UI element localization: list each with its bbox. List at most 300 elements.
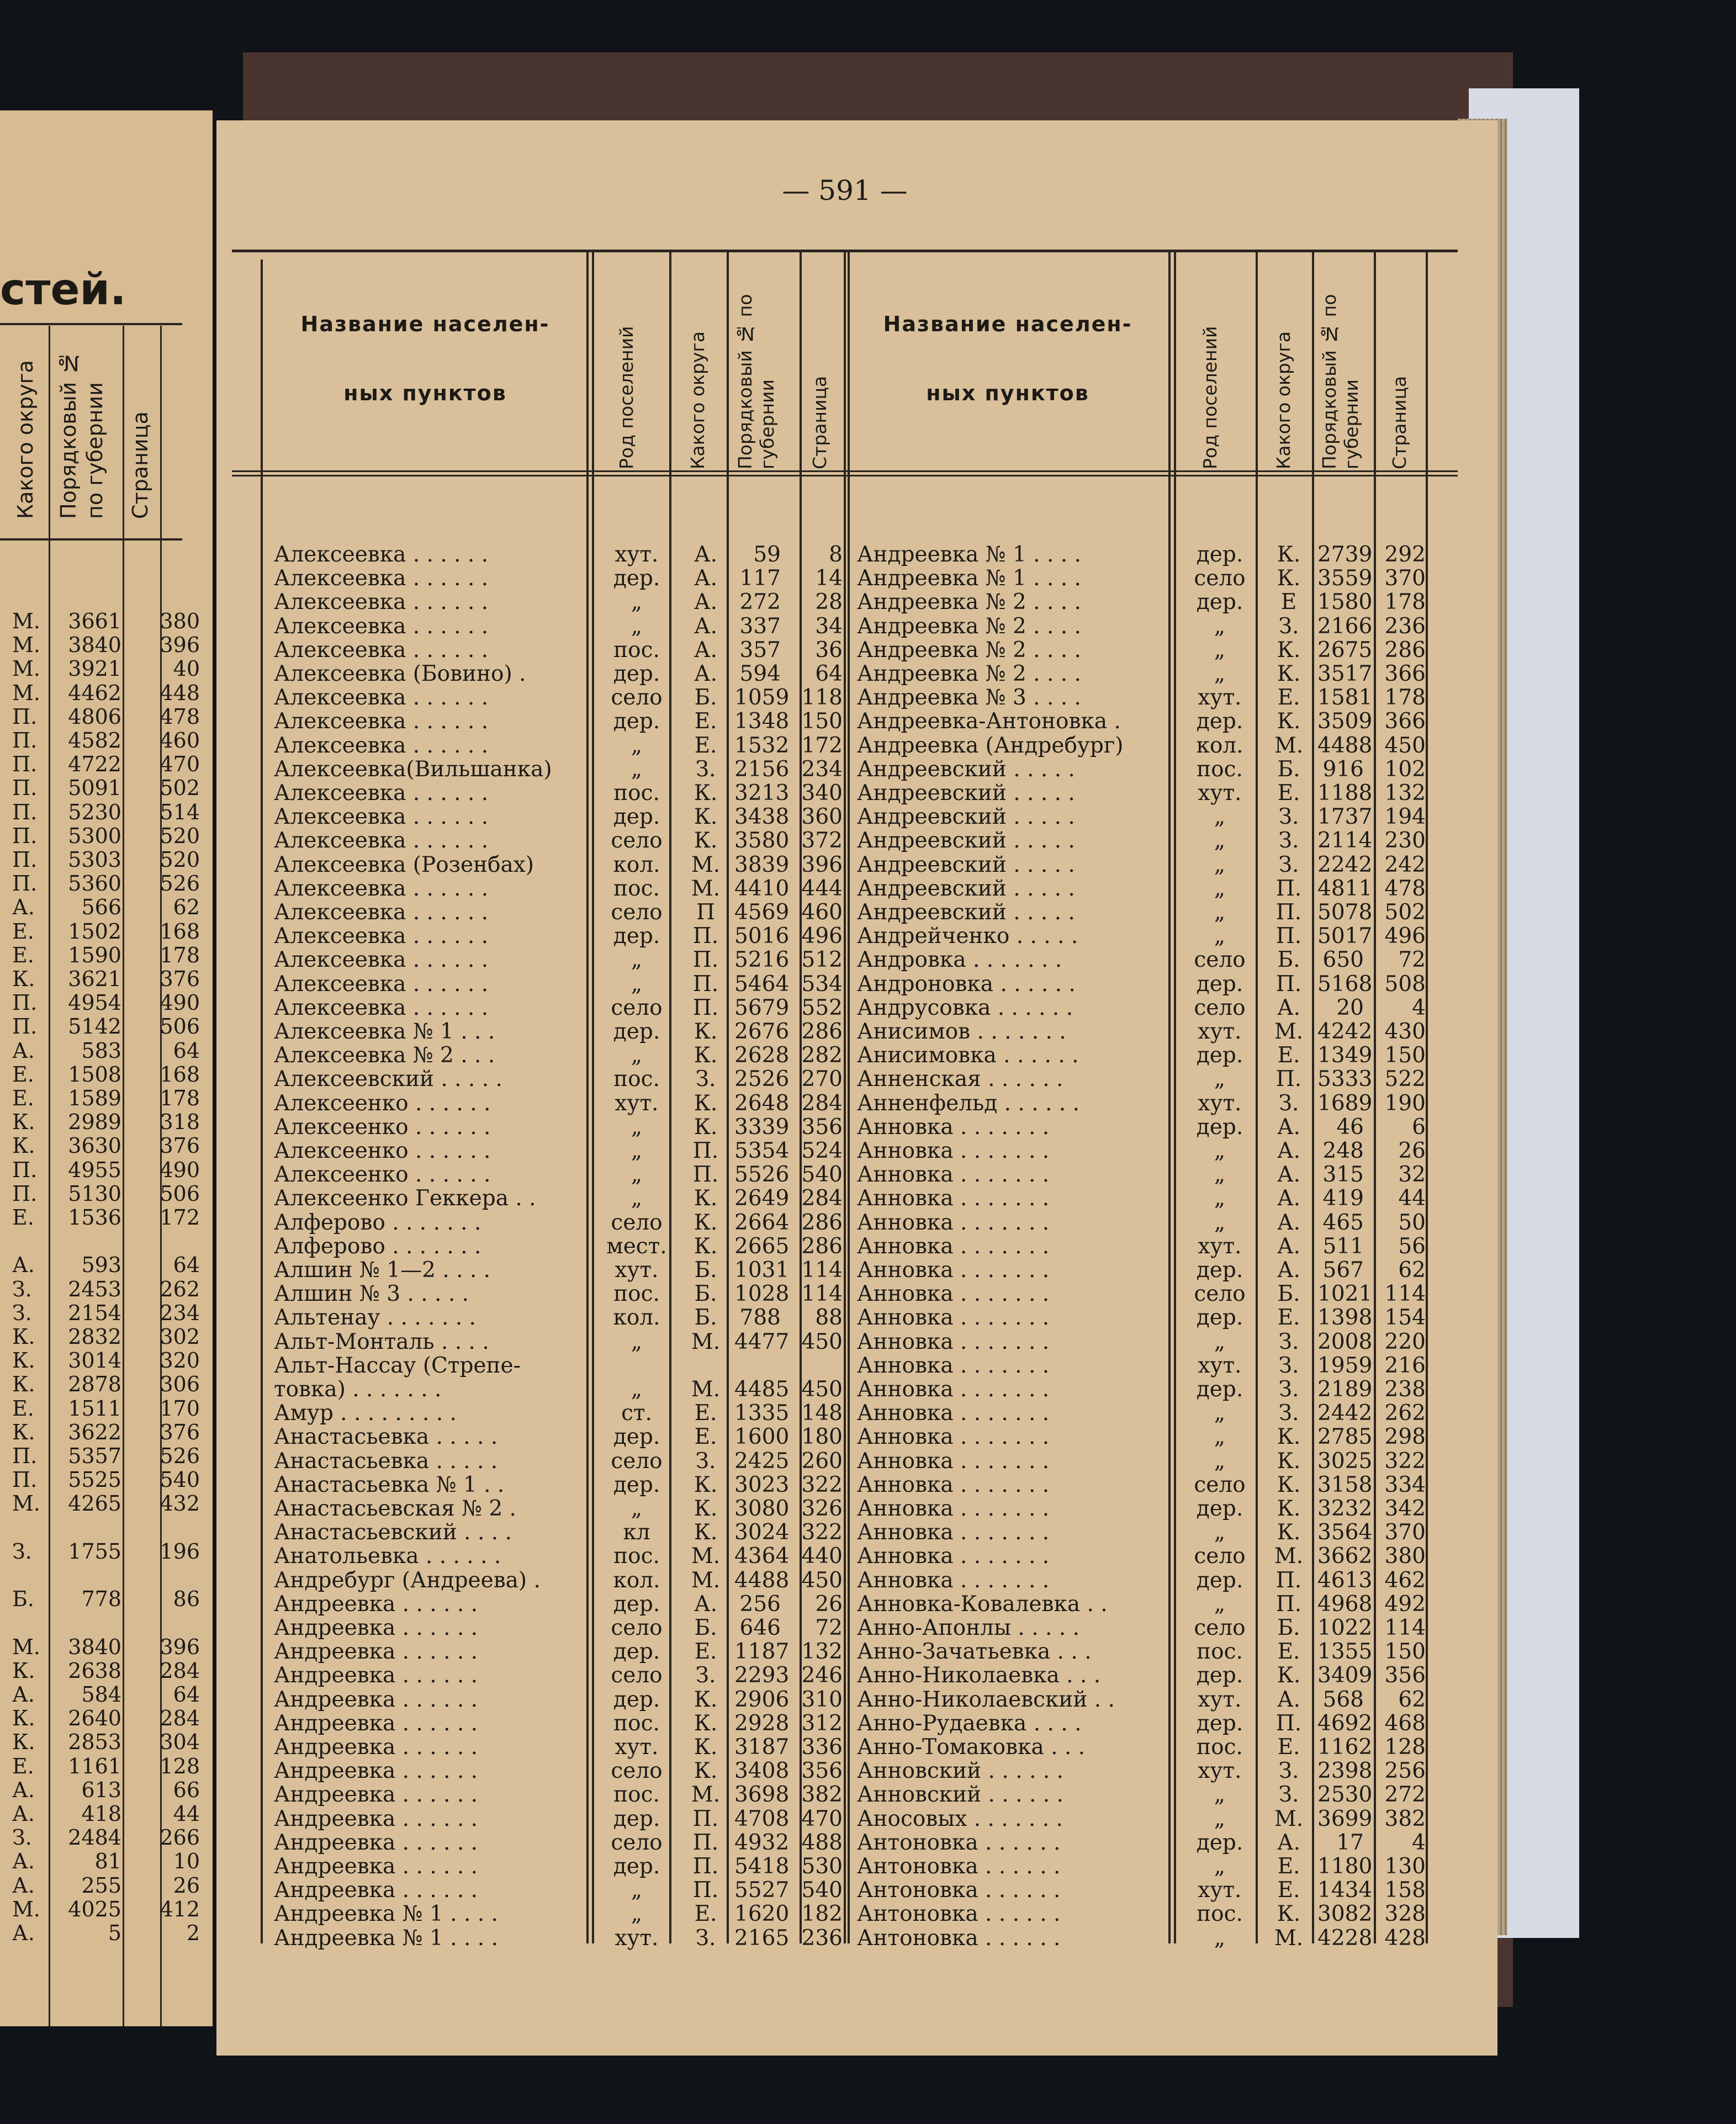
serial-number: 4485 [734,1377,790,1402]
okrug: П. [692,947,719,973]
okrug: М. [691,876,721,901]
okrug: П. [1275,1591,1302,1617]
settlement-type: хут. [615,1735,659,1760]
left-page-row [0,1826,204,1848]
page-ref: 62 [1398,1687,1426,1712]
page-ref: 302 [160,1325,200,1349]
serial-number: 5142 [68,1014,121,1039]
serial-number: 2638 [68,1658,121,1683]
page-ref: 286 [1384,637,1426,663]
place-name: Алексеевка . . . . . . [274,542,489,567]
place-name: Андреевка . . . . . . [274,1639,478,1665]
okrug: Е. [12,1062,34,1087]
table-row [857,1735,1431,1759]
page-ref: 496 [801,924,843,949]
page-ref: 322 [1384,1448,1426,1474]
settlement-type: село [611,1210,663,1235]
settlement-type: село [611,995,663,1020]
left-header-rule [0,323,182,325]
serial-number: 3232 [1317,1496,1373,1521]
page-ref: 180 [801,1424,843,1450]
place-name: Андреевка № 2 . . . . [857,637,1081,663]
left-page-row [0,1731,204,1753]
serial-number: 4025 [68,1897,121,1921]
settlement-type: село [611,828,663,854]
settlement-type: хут. [615,1090,659,1116]
serial-number: 255 [81,1873,121,1898]
page-ref: 380 [1384,1544,1426,1569]
okrug: К. [12,1372,35,1397]
okrug: К. [12,1133,35,1158]
table-row [274,781,848,805]
settlement-type: хут. [1198,1687,1242,1712]
place-name: Андровка . . . . . . . [857,947,1062,973]
place-name: Алексеевка № 1 . . . [274,1019,495,1044]
serial-number: 2530 [1317,1782,1373,1808]
serial-number: 1959 [1317,1353,1373,1378]
okrug: П. [692,1878,719,1903]
page-ref: 328 [1384,1901,1426,1927]
page-ref: 172 [160,1205,200,1230]
place-name: Андрейченко . . . . . [857,924,1078,949]
page-ref: 40 [173,656,200,681]
page-ref: 340 [801,781,843,806]
table-row [274,996,848,1020]
left-page-row [0,1349,204,1371]
okrug: П. [12,799,38,824]
settlement-type: село [611,1615,663,1640]
okrug: П. [12,823,38,848]
settlement-type: кол. [613,852,660,877]
serial-number: 593 [81,1253,121,1278]
okrug: М. [691,1329,721,1354]
okrug: П. [1275,971,1302,997]
page-ref: 356 [801,1114,843,1140]
left-page-row [0,777,204,799]
left-page-row [0,1135,204,1157]
table-row [857,1592,1431,1616]
okrug: К. [694,1019,718,1044]
place-name: Андреевка . . . . . . [274,1663,478,1688]
table-row [274,1330,848,1354]
page-ref: 236 [801,1925,843,1951]
place-name: Алексеевка . . . . . . [274,566,489,591]
settlement-type: хут. [615,542,659,567]
okrug: П. [12,1157,38,1182]
serial-number: 4265 [68,1491,121,1516]
place-name: Алексеенко . . . . . . [274,1090,491,1116]
okrug: А. [1277,1186,1300,1211]
table-row [857,1139,1431,1163]
okrug: М. [12,1491,40,1516]
place-name: Андреевский . . . . . [857,876,1075,901]
page-ref: 150 [801,709,843,734]
settlement-type: село [611,900,663,925]
okrug: З. [12,1300,32,1325]
settlement-type: „ [631,1496,643,1521]
settlement-type: село [611,1758,663,1784]
okrug: К. [12,1419,35,1444]
place-name: Андреевка . . . . . . [274,1830,478,1855]
table-row [274,662,848,686]
table-row [857,1544,1431,1568]
place-name: Андреевка-Антоновка . [857,709,1121,734]
settlement-type: „ [631,1377,643,1402]
left-page-row [0,825,204,847]
table-row [274,686,848,709]
settlement-type: кол. [613,1305,660,1331]
okrug: М. [12,633,40,658]
settlement-type: „ [631,1138,643,1163]
left-page-row [0,1922,204,1944]
page-ref: 34 [815,613,843,639]
page-ref: 326 [801,1496,843,1521]
serial-number: 5300 [68,823,121,848]
page-ref: 220 [1384,1329,1426,1354]
okrug: М. [12,1897,40,1921]
serial-number: 1600 [734,1424,790,1450]
settlement-type: село [1194,995,1246,1020]
serial-number: 567 [1322,1258,1364,1283]
page-ref: 490 [160,1157,200,1182]
table-row [857,972,1431,996]
serial-number: 4968 [1317,1591,1373,1617]
okrug: А. [1277,1138,1300,1163]
serial-number: 4722 [68,752,121,777]
serial-number: 2989 [68,1110,121,1135]
serial-number: 2906 [734,1687,790,1712]
okrug: М. [691,852,721,877]
settlement-type: хут. [1198,1758,1242,1784]
left-page-row [0,1373,204,1395]
table-row [274,1712,848,1735]
table-row [857,1330,1431,1354]
page-ref: 8 [829,542,843,567]
table-row [857,1640,1431,1664]
okrug: М. [691,1377,721,1402]
page-ref: 266 [160,1825,200,1850]
table-row [857,1688,1431,1712]
settlement-type: пос. [1197,1735,1243,1760]
settlement-type: дер. [613,661,660,686]
place-name: Андреевка № 1 . . . . [274,1925,498,1951]
serial-number: 117 [739,566,781,591]
place-name: Андреевка № 1 . . . . [857,542,1081,567]
serial-number: 3840 [68,633,121,658]
table-row [857,758,1431,781]
place-name: Анно-Николаевка . . . [857,1663,1101,1688]
page-ref: 64 [173,1682,200,1707]
place-name: Алексеевка . . . . . . [274,709,489,734]
settlement-type: „ [1214,1782,1226,1808]
serial-number: 3698 [734,1782,790,1808]
serial-number: 3080 [734,1496,790,1521]
place-name: Анновка . . . . . . . [857,1258,1050,1283]
settlement-type: „ [631,613,643,639]
place-name: Алексеевка . . . . . . [274,947,489,973]
serial-number: 646 [739,1615,781,1640]
serial-number: 4806 [68,704,121,729]
okrug: М. [1274,1019,1304,1044]
serial-number: 418 [81,1802,121,1826]
page-ref: 376 [160,1133,200,1158]
left-page-row [0,1755,204,1777]
okrug: К. [694,1233,718,1259]
place-name: Андреевка № 1 . . . . [274,1901,498,1927]
settlement-type: „ [1214,876,1226,901]
page-ref: 148 [801,1401,843,1426]
table-row [857,1569,1431,1592]
okrug: П. [692,995,719,1020]
serial-number: 1689 [1317,1090,1373,1116]
okrug: А. [694,542,717,567]
table-row [274,1473,848,1497]
page-ref: 512 [801,947,843,973]
table-row [274,1855,848,1878]
settlement-type: дер. [1196,1663,1243,1688]
settlement-type: дер. [613,1472,660,1497]
page-ref: 488 [801,1830,843,1855]
serial-number: 566 [81,895,121,920]
settlement-type: пос. [613,1782,660,1808]
serial-number: 3339 [734,1114,790,1140]
place-name: Анастасьевка . . . . . [274,1448,498,1474]
serial-number: 419 [1322,1186,1364,1211]
serial-number: 3438 [734,804,790,830]
page-ref: 360 [801,804,843,830]
page-ref: 62 [1398,1258,1426,1283]
page-ref: 28 [815,590,843,615]
left-page-row [0,1015,204,1037]
page-ref: 26 [173,1873,200,1898]
place-name: Анновский . . . . . . [857,1758,1063,1784]
place-name: Алексеевка . . . . . . [274,685,489,711]
serial-number: 4462 [68,680,121,705]
serial-number: 2154 [68,1300,121,1325]
page-ref: 530 [801,1854,843,1879]
table-row [274,1258,848,1282]
serial-number: 3213 [734,781,790,806]
serial-number: 2293 [734,1663,790,1688]
page-ref: 190 [1384,1090,1426,1116]
serial-number: 1398 [1317,1305,1373,1331]
place-name: Алексеевка . . . . . . [274,876,489,901]
okrug: З. [1278,1782,1299,1808]
table-row [857,615,1431,638]
place-name: Андреевка . . . . . . [274,1591,478,1617]
place-name: Анненская . . . . . . [857,1067,1063,1092]
page-ref: 262 [160,1276,200,1301]
okrug: А. [694,661,717,686]
table-row [274,1211,848,1235]
place-name: Алексеевка (Бовино) . [274,661,526,686]
okrug: А. [12,1253,35,1278]
left-page-row [0,920,204,942]
serial-number: 1348 [734,709,790,734]
settlement-type: дер. [1196,542,1243,567]
settlement-type: „ [1214,828,1226,854]
table-row [857,1616,1431,1640]
page-ref: 50 [1398,1210,1426,1235]
table-row [274,638,848,662]
place-name: Андреевка № 2 . . . . [857,590,1081,615]
okrug: Е. [12,1205,34,1230]
okrug: К. [694,1090,718,1116]
place-name: Аносовых . . . . . . . [857,1806,1063,1831]
serial-number: 5354 [734,1138,790,1163]
page-ref: 356 [801,1758,843,1784]
okrug: П. [1275,924,1302,949]
place-name: Андрусовка . . . . . . [857,995,1073,1020]
table-row [274,1735,848,1759]
place-name: Алексеевка . . . . . . [274,900,489,925]
page-ref: 430 [1384,1019,1426,1044]
place-name: Андреевка № 3 . . . . [857,685,1081,711]
table-row [274,972,848,996]
left-page-row [0,1087,204,1109]
settlement-type: „ [1214,1854,1226,1879]
place-name: Алексеевка . . . . . . [274,590,489,615]
serial-number: 568 [1322,1687,1364,1712]
table-row [857,1020,1431,1044]
place-name: Андреевка . . . . . . [274,1735,478,1760]
page-ref: 64 [173,1038,200,1063]
page-ref: 282 [801,1043,843,1068]
serial-number: 3409 [1317,1663,1373,1688]
okrug: З. [695,1925,716,1951]
left-page-row [0,753,204,775]
settlement-type: „ [631,1114,643,1140]
okrug: Е. [694,1401,717,1426]
okrug: К. [1277,1472,1301,1497]
place-name: Андреевский . . . . . [857,781,1075,806]
serial-number: 1502 [68,919,121,944]
okrug: А. [1277,1114,1300,1140]
place-name: Анастасьевка № 1 . . [274,1472,505,1497]
table-row [857,1855,1431,1878]
table-row [274,1020,848,1044]
okrug: А. [1277,995,1300,1020]
page-ref: 286 [801,1210,843,1235]
place-name: Анновка . . . . . . . [857,1544,1050,1569]
page-ref: 540 [801,1878,843,1903]
okrug: Е. [1277,781,1300,806]
serial-number: 4228 [1317,1925,1373,1951]
place-name: Анастасьевский . . . . [274,1520,512,1545]
page-ref: 234 [801,756,843,782]
okrug: П. [12,1181,38,1206]
okrug: А. [694,637,717,663]
okrug: К. [12,1706,35,1731]
serial-number: 1532 [734,733,790,758]
page-ref: 72 [815,1615,843,1640]
left-page-row [0,944,204,966]
page-ref: 396 [160,1634,200,1659]
okrug: Е. [12,1754,34,1778]
page-ref: 270 [801,1067,843,1092]
place-name: Алексеевка . . . . . . [274,971,489,997]
serial-number: 4932 [734,1830,790,1855]
table-row [857,1163,1431,1187]
okrug: К. [1277,1424,1301,1450]
okrug: А. [1277,1210,1300,1235]
settlement-type: дер. [613,709,660,734]
serial-number: 3559 [1317,566,1373,591]
page-ref: 194 [1384,804,1426,830]
left-page-row [0,1850,204,1872]
settlement-type: пос. [613,1544,660,1569]
table-row [857,1092,1431,1115]
serial-number: 3840 [68,1634,121,1659]
table-row [857,1354,1431,1378]
settlement-type: „ [1214,1424,1226,1450]
table-row [274,1378,848,1401]
table-row [274,924,848,948]
table-row [274,948,848,972]
serial-number: 1162 [1317,1735,1373,1760]
table-row [857,901,1431,924]
serial-number: 337 [739,613,781,639]
page-ref: 396 [801,852,843,877]
settlement-type: дер. [1196,971,1243,997]
serial-number: 1755 [68,1539,121,1564]
page-ref: 72 [1398,947,1426,973]
table-row [274,566,848,590]
okrug: К. [694,1472,718,1497]
place-name: Анновка . . . . . . . [857,1567,1050,1593]
serial-number: 2425 [734,1448,790,1474]
table-row [274,1163,848,1187]
place-name: Алексеевка(Вильшанка) [274,756,552,782]
settlement-type: хут. [1198,1878,1242,1903]
serial-number: 4582 [68,728,121,753]
table-row [274,1807,848,1831]
place-name: Алшин № 1—2 . . . . [274,1258,491,1283]
table-row [857,1521,1431,1544]
table-row [274,877,848,901]
page-ref: 478 [160,704,200,729]
table-row [274,1354,848,1378]
table-row [857,1497,1431,1521]
serial-number: 1536 [68,1205,121,1230]
serial-number: 4692 [1317,1710,1373,1736]
page-ref: 534 [801,971,843,997]
serial-number: 2676 [734,1019,790,1044]
serial-number: 788 [739,1305,781,1331]
settlement-type: „ [631,1901,643,1927]
left-page-row [0,1111,204,1133]
serial-number: 2664 [734,1210,790,1235]
okrug: Е. [12,1396,34,1421]
page-ref: 312 [801,1710,843,1736]
page-ref: 128 [160,1754,200,1778]
left-page-row [0,1588,204,1610]
page-ref: 334 [1384,1472,1426,1497]
place-name: Анновка . . . . . . . [857,1305,1050,1331]
table-row [857,1115,1431,1139]
serial-number: 1589 [68,1086,121,1110]
serial-number: 1180 [1317,1854,1373,1879]
table-row [857,1878,1431,1902]
page-ref: 118 [801,685,843,711]
page-ref: 342 [1384,1496,1426,1521]
okrug: П. [12,776,38,801]
serial-number: 583 [81,1038,121,1063]
okrug: Е. [1277,1854,1300,1879]
table-row [857,1306,1431,1330]
serial-number: 2832 [68,1325,121,1349]
serial-number: 1028 [734,1281,790,1307]
